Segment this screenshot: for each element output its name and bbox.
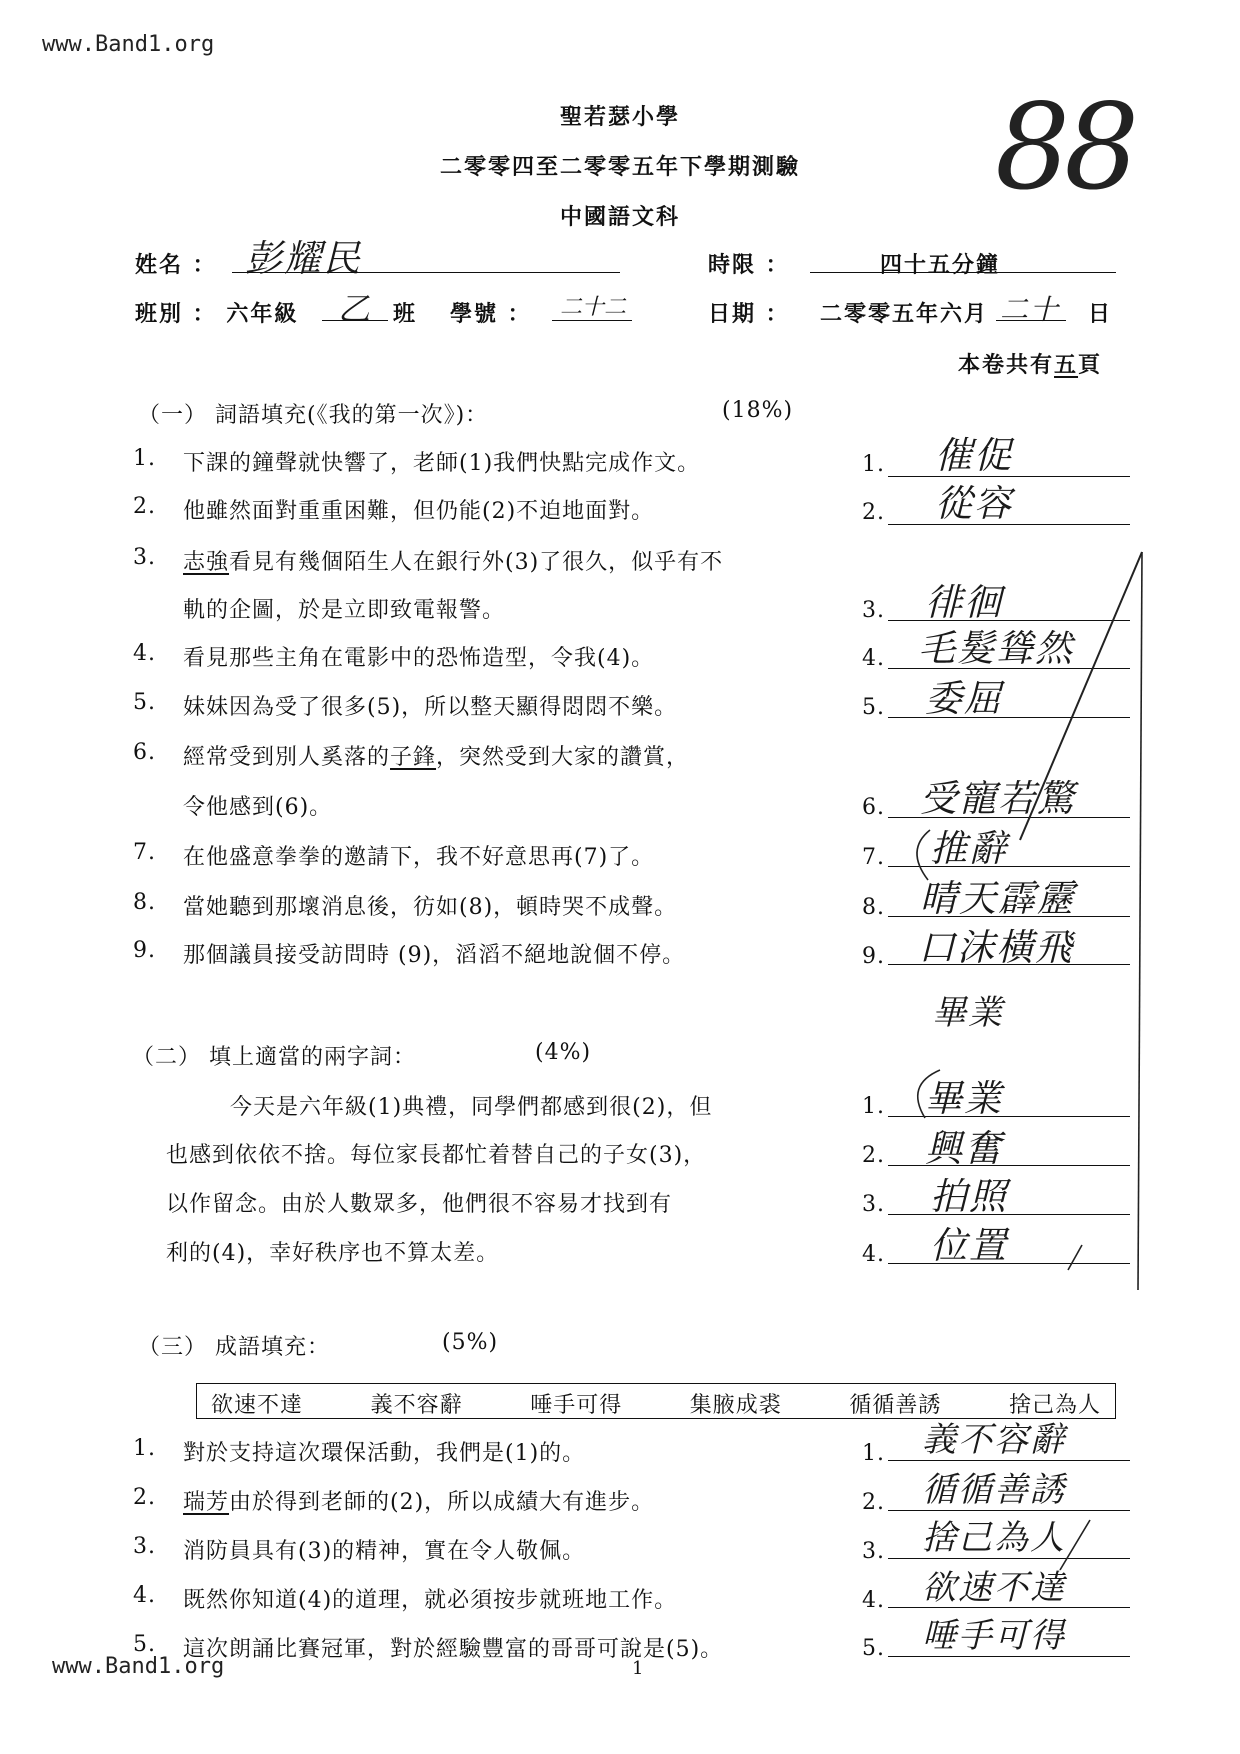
page-number: 1 [632,1658,644,1679]
idiom-5: 循循善誘 [849,1393,942,1418]
a3-3: 捨己為人 [922,1518,1066,1558]
q1-9-num: 9. [133,938,156,963]
a1-7-num: 7. [862,845,885,870]
q1-5-num: 5. [133,690,156,715]
idiom-4: 集腋成裘 [689,1393,782,1418]
a2-3-num: 3. [862,1192,885,1217]
section2-marks: (4%) [535,1040,592,1065]
a3-1: 義不容辭 [922,1420,1066,1460]
q3-2-text: 瑞芳由於得到老師的(2)，所以成績大有進步。 [183,1490,655,1515]
a1-1: 催促 [935,434,1013,477]
class-suffix: 班 [393,301,418,327]
q3-1-num: 1. [133,1436,156,1461]
a2-3: 拍照 [930,1175,1008,1218]
q1-8-text: 當她聽到那壞消息後，彷如(8)，頓時哭不成聲。 [183,895,678,920]
name-label: 姓名 ： [135,252,217,278]
score: 88 [995,78,1134,216]
a1-8-num: 8. [862,895,885,920]
idiom-2: 義不容辭 [370,1393,463,1418]
q1-3-text: 志強看見有幾個陌生人在銀行外(3)了很久，似乎有不 [183,550,724,575]
section3-title: （三） 成語填充： [138,1335,330,1360]
idiom-6: 捨己為人 [1008,1393,1101,1418]
check-stroke-s3 [1060,1520,1090,1570]
q1-3-num: 3. [133,545,156,570]
s2-line-1: 今天是六年級(1)典禮，同學們都感到很(2)，但 [230,1095,713,1120]
check-stroke-2 [1138,552,1142,1290]
a2-1-num: 1. [862,1094,885,1119]
a1-5-num: 5. [862,695,885,720]
q1-6-text: 經常受到別人奚落的子鋒，突然受到大家的讚賞， [183,745,690,770]
a3-3-num: 3. [862,1539,885,1564]
a3-4-num: 4. [862,1588,885,1613]
q3-5-text: 這次朗誦比賽冠軍，對於經驗豐富的哥哥可說是(5)。 [183,1637,724,1662]
number-value: 二十二 [560,295,627,320]
q1-1-text: 下課的鐘聲就快響了，老師(1)我們快點完成作文。 [183,451,701,476]
q1-7-num: 7. [133,840,156,865]
q1-2-text: 他雖然面對重重困難，但仍能(2)不迫地面對。 [183,499,655,524]
class-label: 班別 ： 六年級 [135,301,299,327]
q1-3-text2: 軌的企圖，於是立即致電報警。 [183,598,506,623]
section2-title: （二） 填上適當的兩字詞： [132,1045,416,1070]
a2-4: 位置 [930,1224,1008,1267]
q1-6-text2: 令他感到(6)。 [183,795,333,820]
a3-5: 唾手可得 [922,1616,1066,1656]
time-value: 四十五分鐘 [880,252,1001,278]
q3-3-text: 消防員具有(3)的精神，實在令人敬佩。 [183,1539,586,1564]
a1-4: 毛髮聳然 [918,627,1074,670]
a1-7: 推辭 [930,827,1008,870]
a3-2: 循循善誘 [922,1470,1066,1510]
a1-9-num: 9. [862,944,885,969]
q3-4-text: 既然你知道(4)的道理，就必須按步就班地工作。 [183,1588,678,1613]
bracket-stroke [917,830,930,880]
watermark-top: www.Band1.org [42,32,215,57]
q1-5-text: 妹妹因為受了很多(5)，所以整天顯得悶悶不樂。 [183,695,678,720]
idiom-1: 欲速不達 [211,1393,304,1418]
q1-1-num: 1. [133,446,156,471]
a1-9: 口沫橫飛 [918,926,1074,969]
date-label: 日期 ： [708,301,790,327]
q1-9-text: 那個議員接受訪問時 (9)，滔滔不絕地說個不停。 [183,943,686,968]
section2-correction: 畢業 [932,993,1004,1033]
a1-2-num: 2. [862,500,885,525]
pages-note: 本卷共有五頁 [958,352,1103,378]
subject-title: 中國語文科 [559,204,680,230]
section1-marks: (18%) [722,398,794,423]
check-stroke-1 [1020,552,1142,840]
q1-4-num: 4. [133,641,156,666]
name-value: 彭耀民 [245,237,362,280]
q1-8-num: 8. [133,890,156,915]
a3-4: 欲速不達 [922,1568,1066,1608]
date-value: 二十 [1000,293,1061,326]
a2-2: 興奮 [925,1127,1003,1170]
number-label: 學號 ： [450,301,532,327]
date-suffix: 日 [1088,301,1113,327]
section1-title: （一） 詞語填充(《我的第一次》)： [138,403,489,428]
a1-6-num: 6. [862,795,885,820]
q1-2-num: 2. [133,494,156,519]
school-name: 聖若瑟小學 [559,104,680,130]
section3-marks: (5%) [442,1330,499,1355]
a1-8: 晴天霹靂 [920,877,1076,920]
circle-mark [918,1070,940,1118]
date-prefix: 二零零五年六月 [820,301,989,327]
a2-2-num: 2. [862,1143,885,1168]
q1-7-text: 在他盛意拳拳的邀請下，我不好意思再(7)了。 [183,845,655,870]
a1-4-num: 4. [862,646,885,671]
a1-6: 受寵若驚 [920,777,1076,820]
time-label: 時限 ： [708,252,790,278]
q1-6-num: 6. [133,740,156,765]
exam-title: 二零零四至二零零五年下學期測驗 [439,154,800,180]
q3-5-num: 5. [133,1632,156,1657]
a1-3-num: 3. [862,598,885,623]
q3-1-text: 對於支持這次環保活動，我們是(1)的。 [183,1441,586,1466]
tick-mark-s2 [1068,1245,1082,1270]
a2-4-num: 4. [862,1242,885,1267]
a3-2-num: 2. [862,1490,885,1515]
q3-3-num: 3. [133,1534,156,1559]
idiom-3: 唾手可得 [530,1393,623,1418]
s2-line-2: 也感到依依不捨。每位家長都忙着替自己的子女(3)， [166,1143,707,1168]
q3-4-num: 4. [133,1583,156,1608]
class-value: 乙 [338,290,373,328]
a1-3: 徘徊 [925,581,1003,624]
s2-line-4: 利的(4)，幸好秩序也不算太差。 [166,1241,500,1266]
a1-2: 從容 [935,482,1013,525]
q1-4-text: 看見那些主角在電影中的恐怖造型，令我(4)。 [183,646,655,671]
watermark-bottom: www.Band1.org [52,1654,225,1679]
a1-1-num: 1. [862,452,885,477]
s2-line-3: 以作留念。由於人數眾多，他們很不容易才找到有 [166,1192,673,1217]
a1-5: 委屈 [925,677,1003,720]
a3-5-num: 5. [862,1636,885,1661]
a3-1-num: 1. [862,1441,885,1466]
q3-2-num: 2. [133,1485,156,1510]
a2-1: 畢業 [925,1077,1003,1120]
